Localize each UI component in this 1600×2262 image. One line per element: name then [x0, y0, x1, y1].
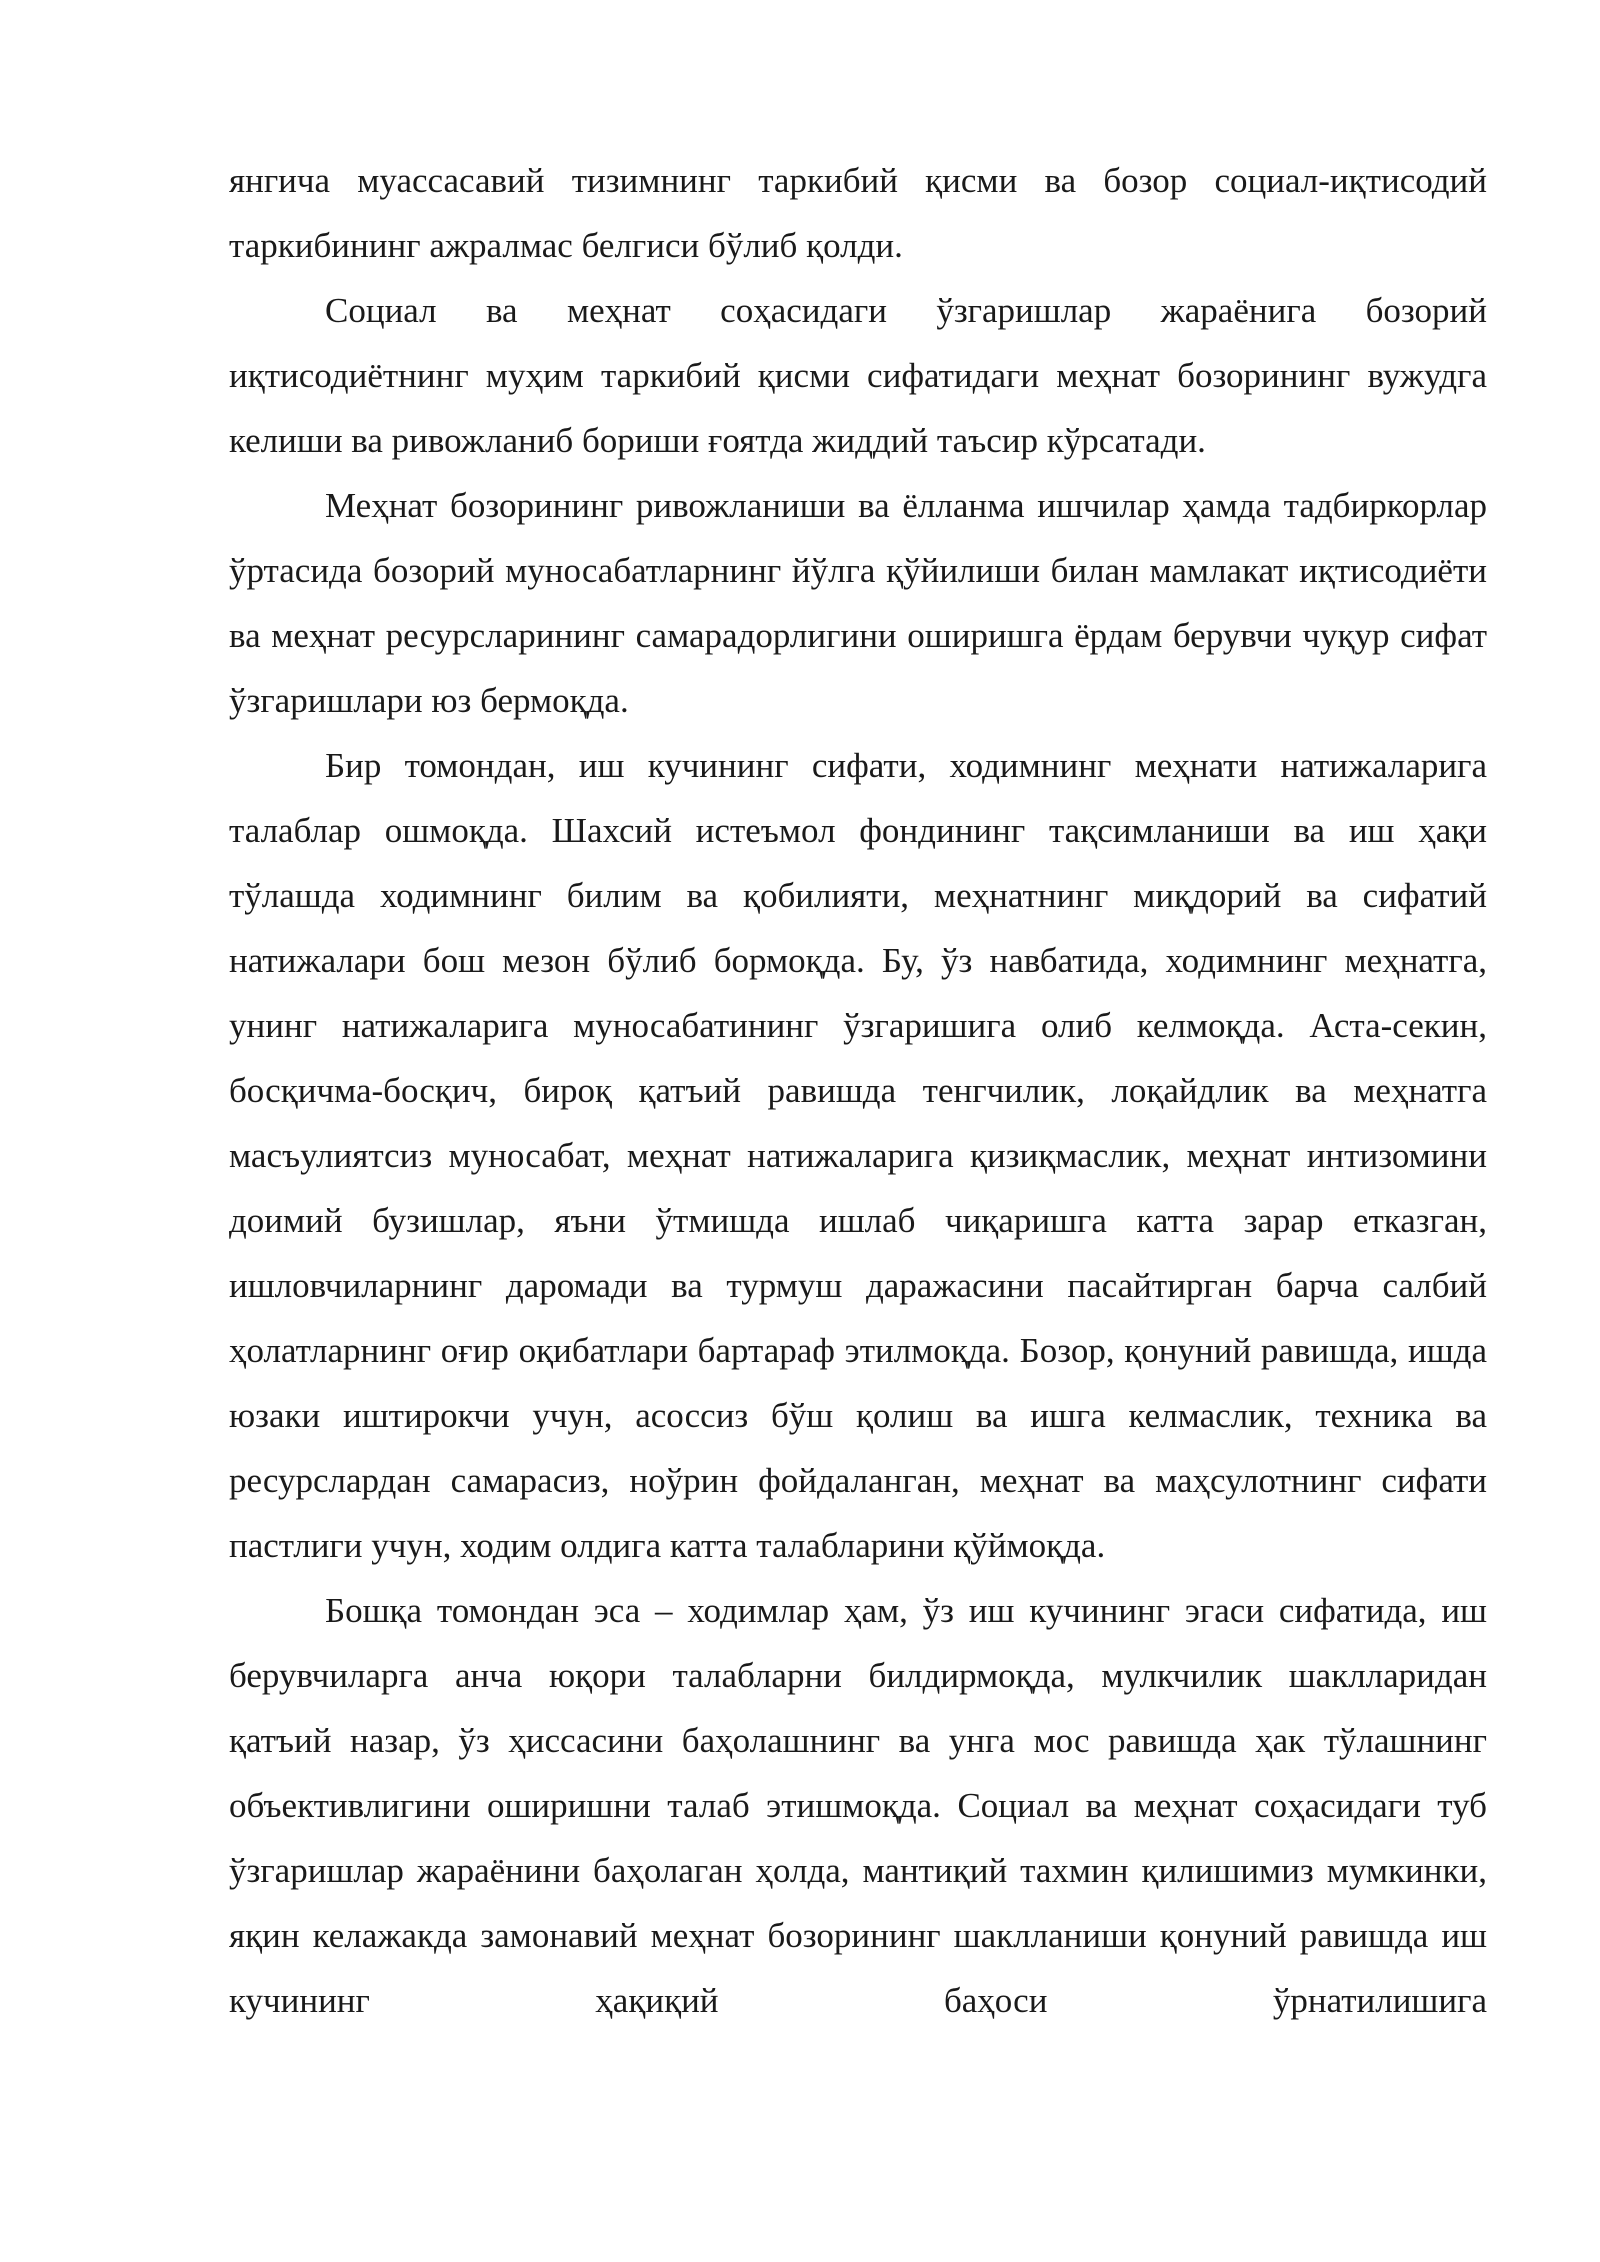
paragraph: Бошқа томондан эса – ходимлар ҳам, ўз иш кучининг эгаси сифатида, иш берувчиларга анча юқори талабларни билдирмоқда, мулкчилик шаклларидан қатъий назар, ўз ҳиссасини баҳолашнинг ва унга мос равишда ҳак тўлашнинг объективлигини оширишни талаб этишмоқда. Социал ва меҳнат соҳасидаги туб ўзгаришлар жараёнини баҳолаган ҳолда, мантиқий тахмин қилишимиз мумкинки, яқин келажакда замонавий меҳнат бозорининг шаклланиши қонуний равишда иш кучининг ҳақиқий баҳоси ўрнатилишига [229, 1591, 1487, 2020]
paragraph: Меҳнат бозорининг ривожланиши ва ёлланма ишчилар ҳамда тадбиркорлар ўртасида бозорий муносабатларнинг йўлга қўйилиши билан мамлакат иқтисодиёти ва меҳнат ресурсларининг самарадорлигини оширишга ёрдам берувчи чуқур сифат ўзгаришлари юз бермоқда. [229, 486, 1487, 720]
paragraph-continuation: янгича муассасавий тизимнинг таркибий қисми ва бозор социал-иқтисодий таркибининг ажралмас белгиси бўлиб қолди. [229, 161, 1487, 265]
document-body [229, 148, 1487, 2033]
paragraph: Социал ва меҳнат соҳасидаги ўзгаришлар жараёнига бозорий иқтисодиётнинг муҳим таркибий қисми сифатидаги меҳнат бозорининг вужудга келиши ва ривожланиб бориши ғоятда жиддий таъсир кўрсатади. [229, 291, 1487, 460]
paragraph: Бир томондан, иш кучининг сифати, ходимнинг меҳнати натижаларига талаблар ошмоқда. Шахсий истеъмол фондининг тақсимланиши ва иш ҳақи тўлашда ходимнинг билим ва қобилияти, меҳнатнинг миқдорий ва сифатий натижалари бош мезон бўлиб бормоқда. Бу, ўз навбатида, ходимнинг меҳнатга, унинг натижаларига муносабатининг ўзгаришига олиб келмоқда. Аста-секин, босқичма-босқич, бироқ қатъий равишда тенгчилик, лоқайдлик ва меҳнатга масъулиятсиз муносабат, меҳнат натижаларига қизиқмаслик, меҳнат интизомини доимий бузишлар, яъни ўтмишда ишлаб чиқаришга катта зарар етказган, ишловчиларнинг даромади ва турмуш даражасини пасайтирган барча салбий ҳолатларнинг оғир оқибатлари бартараф этилмоқда. Бозор, қонуний равишда, ишда юзаки иштирокчи учун, асоссиз бўш қолиш ва ишга келмаслик, техника ва ресурслардан самарасиз, ноўрин фойдаланган, меҳнат ва маҳсулотнинг сифати пастлиги учун, ходим олдига катта талабларини қўймоқда. [229, 746, 1487, 1565]
